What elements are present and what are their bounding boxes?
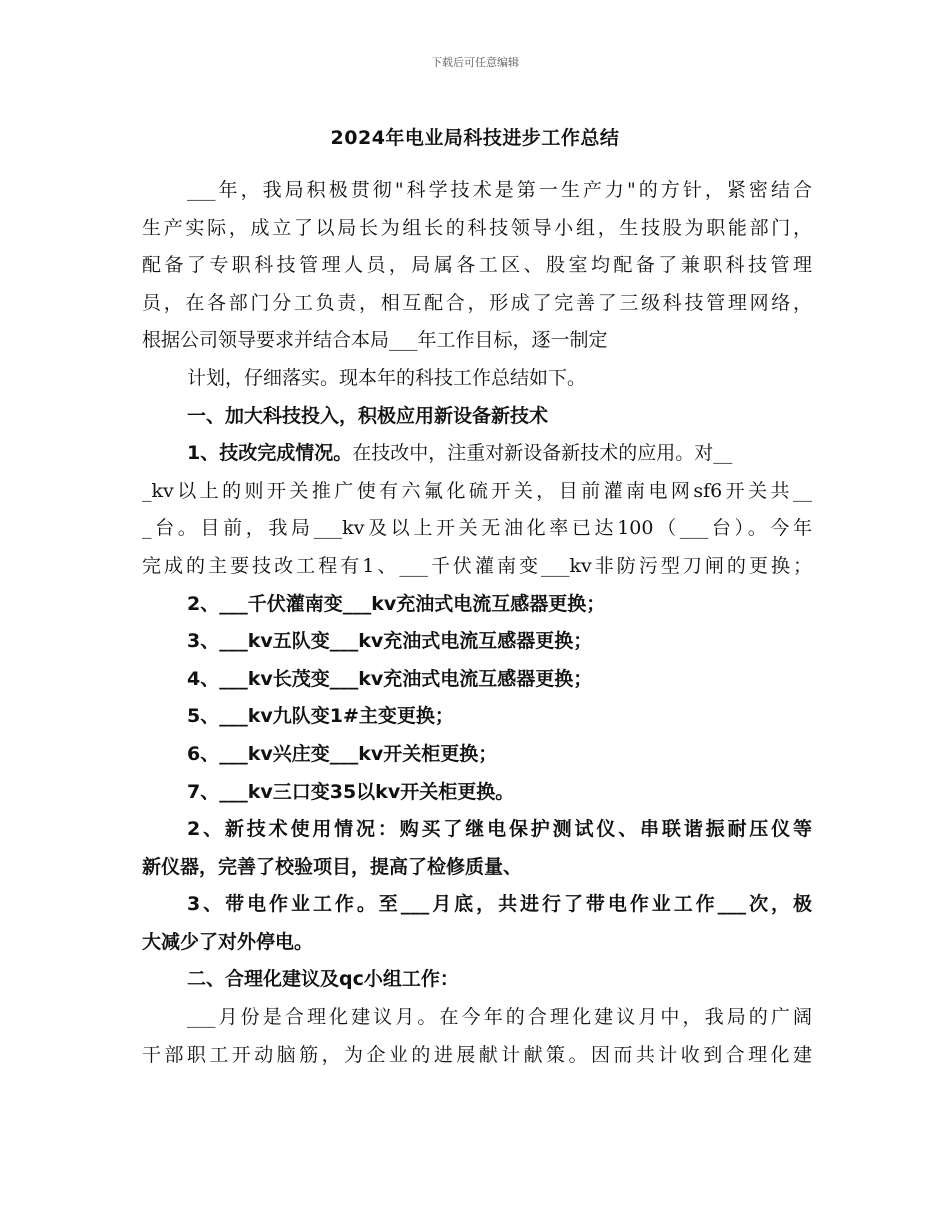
- list-item: [142, 623, 812, 661]
- line-text: _台。目前，我局___kv及以上开关无油化率已达100（___台）。今年: [142, 517, 812, 540]
- list-item-text: 6、___kv兴庄变___kv开关柜更换；: [187, 742, 498, 765]
- paragraph-line: [142, 210, 812, 248]
- paragraph-line: [142, 510, 812, 548]
- line-text: 员，在各部门分工负责，相互配合，形成了完善了三级科技管理网络，: [142, 291, 812, 314]
- list-item-text: 2、___千伏灌南变___kv充油式电流互感器更换；: [187, 592, 606, 615]
- list-item-text: 5、___kv九队变1#主变更换；: [187, 705, 454, 728]
- line-text: 3、带电作业工作。至___月底，共进行了带电作业工作___次，极: [187, 893, 812, 916]
- line-text: 配备了专职科技管理人员，局属各工区、股室均配备了兼职科技管理: [142, 254, 812, 277]
- paragraph-line: [142, 849, 812, 887]
- line-text: 生产实际，成立了以局长为组长的科技领导小组，生技股为职能部门，: [142, 216, 812, 239]
- line-text: 2、新技术使用情况：购买了继电保护测试仪、串联谐振耐压仪等: [187, 818, 812, 841]
- paragraph-line: [142, 435, 812, 473]
- line-text: 新仪器，完善了校验项目，提高了检修质量、: [142, 855, 523, 878]
- line-text: ___年，我局积极贯彻"科学技术是第一生产力"的方针，紧密结合: [187, 179, 812, 201]
- line-text: 干部职工开动脑筋，为企业的进展献计献策。因而共计收到合理化建: [142, 1043, 812, 1066]
- paragraph-line: [142, 322, 812, 360]
- document-title: 2024年电业局科技进步工作总结: [330, 127, 620, 149]
- section-heading: [142, 961, 812, 999]
- line-text: 完成的主要技改工程有1、___千伏灌南变___kv非防污型刀闸的更换；: [142, 554, 812, 577]
- subheading-text: 1、技改完成情况。: [187, 442, 353, 465]
- paragraph-line: [142, 285, 812, 323]
- line-text: 计划，仔细落实。现本年的科技工作总结如下。: [187, 366, 587, 389]
- line-text: ___月份是合理化建议月。在今年的合理化建议月中，我局的广阔: [187, 1006, 812, 1029]
- paragraph-line: [142, 924, 812, 962]
- paragraph-line: [142, 360, 812, 398]
- heading-text: 一、加大科技投入，积极应用新设备新技术: [187, 404, 549, 427]
- list-item: [142, 586, 812, 624]
- line-text: 大减少了对外停电。: [142, 930, 314, 953]
- document-body: [142, 172, 812, 1074]
- page-header-note: 下载后可任意编辑: [431, 56, 519, 69]
- paragraph-line: [142, 473, 812, 511]
- line-text: 在技改中，注重对新设备新技术的应用。对__: [352, 442, 733, 465]
- heading-text: 二、合理化建议及qc小组工作：: [187, 968, 459, 991]
- line-text: 根据公司领导要求并结合本局___年工作目标，逐一制定: [142, 329, 608, 352]
- paragraph-line: [142, 811, 812, 849]
- paragraph-line: [142, 247, 812, 285]
- paragraph-line: [142, 999, 812, 1037]
- paragraph-line: [142, 886, 812, 924]
- paragraph-line: [142, 1037, 812, 1075]
- section-heading: [142, 398, 812, 436]
- list-item: [142, 661, 812, 699]
- list-item-text: 3、___kv五队变___kv充油式电流互感器更换；: [187, 630, 593, 653]
- list-item: [142, 774, 812, 812]
- line-text: _kv以上的则开关推广使有六氟化硫开关，目前灌南电网sf6开关共__: [142, 479, 812, 502]
- list-item: [142, 736, 812, 774]
- paragraph-line: [142, 172, 812, 210]
- paragraph-line: [142, 548, 812, 586]
- list-item-text: 7、___kv三口变35以kv开关柜更换。: [187, 780, 515, 803]
- list-item: [142, 698, 812, 736]
- list-item-text: 4、___kv长茂变___kv充油式电流互感器更换；: [187, 667, 593, 690]
